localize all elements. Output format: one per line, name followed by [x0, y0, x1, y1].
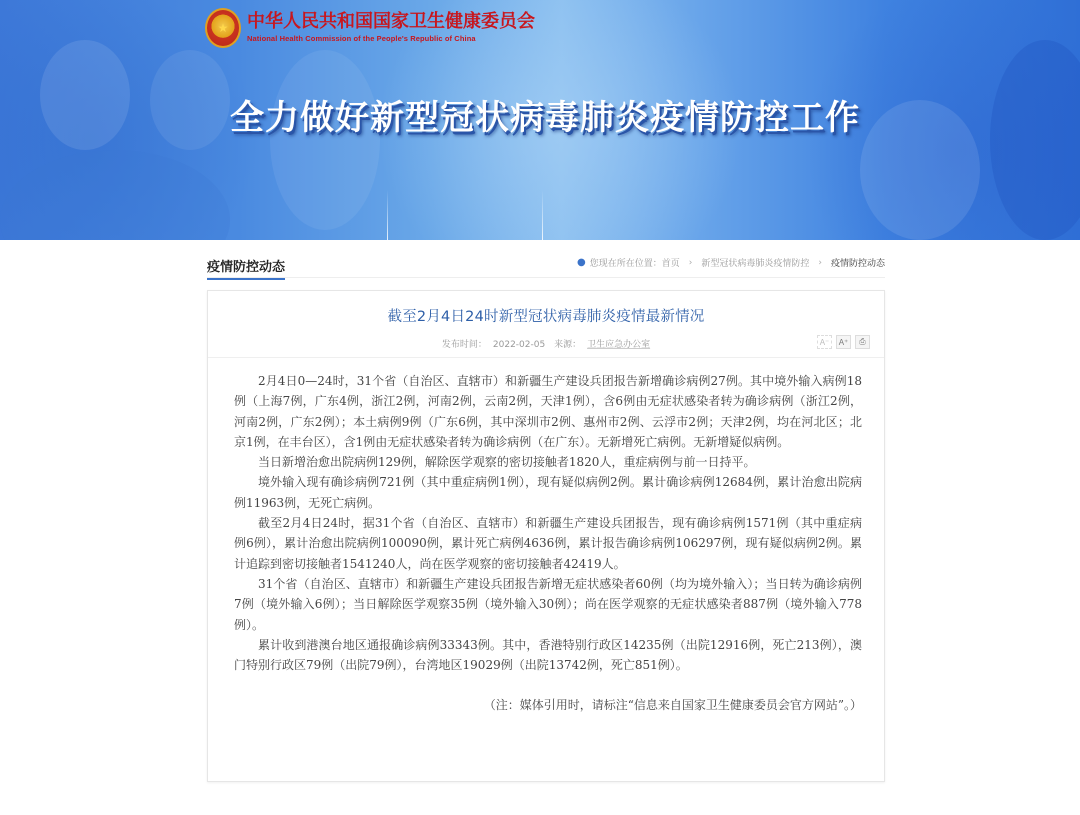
source-label: 来源： — [554, 340, 582, 350]
location-pin-icon: ● — [576, 257, 586, 268]
org-name-cn: 中华人民共和国国家卫生健康委员会 — [247, 11, 535, 32]
font-increase-button[interactable]: A⁺ — [836, 335, 851, 349]
banner-slogan: 全力做好新型冠状病毒肺炎疫情防控工作 — [230, 98, 860, 138]
breadcrumb — [577, 256, 885, 269]
light-beam-decoration — [542, 190, 543, 240]
breadcrumb-home-link[interactable]: 首页 — [661, 259, 680, 269]
breadcrumb-separator-icon: › — [688, 257, 693, 268]
national-emblem-icon: ★ — [205, 8, 241, 48]
banner-figure-decoration — [270, 50, 380, 230]
paragraph: 截至2月4日24时，据31个省（自治区、直辖市）和新疆生产建设兵团报告，现有确诊病例1571例（其中重症病例6例），累计治愈出院病例100090例，累计死亡病例4636例，累计报告确诊病例106297例，现有疑似病例2例。累计追踪到密切接触者1541240人，尚在医学观察的密切接触者42419人。 — [234, 516, 862, 571]
breadcrumb-separator-icon: › — [818, 257, 822, 268]
font-decrease-button[interactable]: A⁻ — [817, 335, 832, 349]
breadcrumb-current[interactable]: 疫情防控动态 — [830, 259, 885, 269]
paragraph: 2月4日0—24时，31个省（自治区、直辖市）和新疆生产建设兵团报告新增确诊病例27例。其中境外输入病例18例（上海7例，广东4例，浙江2例，河南2例，云南2例，天津1例），含6例由无症状感染者转为确诊病例（浙江2例，河南2例，广东2例）；本土病例9例（广东6例，其中深圳市2例、惠州市2例、云浮市2例；天津2例，均在河北区；北京1例，在丰台区），含1例由无症状感染者转为确诊病例（在广东）。无新增死亡病例。无新增疑似病例。 — [234, 374, 862, 449]
header-banner — [0, 0, 1080, 240]
section-title: 疫情防控动态 — [207, 256, 285, 280]
breadcrumb-label: 您现在所在位置： — [589, 259, 662, 269]
article-title: 截至2月4日24时新型冠状病毒肺炎疫情最新情况 — [387, 309, 705, 325]
section-header — [207, 250, 885, 278]
paragraph: 境外输入现有确诊病例721例（其中重症病例1例），现有疑似病例2例。累计确诊病例12684例，累计治愈出院病例11963例，无死亡病例。 — [234, 475, 862, 510]
article-body — [234, 371, 862, 716]
paragraph: 当日新增治愈出院病例129例，解除医学观察的密切接触者1820人，重症病例与前一日持平。 — [258, 455, 756, 470]
source-value: 卫生应急办公室 — [587, 340, 651, 350]
paragraph: 累计收到港澳台地区通报确诊病例33343例。其中，香港特别行政区14235例（出院12916例，死亡213例），澳门特别行政区79例（出院79例），台湾地区19029例（出院13742例，死亡851例）。 — [234, 637, 862, 673]
meta-divider — [208, 357, 884, 358]
org-name-en: National Health Commission of the People's Republic of China — [247, 34, 476, 43]
banner-figure-decoration — [0, 150, 230, 240]
breadcrumb-covid-link[interactable]: 新型冠状病毒肺炎疫情防控 — [701, 259, 810, 269]
print-icon[interactable]: ⎙ — [855, 335, 870, 349]
article-meta — [208, 337, 884, 350]
light-beam-decoration — [387, 190, 388, 240]
publish-date: 2022-02-05 — [492, 340, 546, 350]
article-card — [207, 290, 885, 782]
citation-note: （注：媒体引用时，请标注“信息来自国家卫生健康委员会官方网站”。） — [483, 698, 862, 713]
article-tools — [817, 335, 870, 349]
site-logo[interactable] — [205, 8, 535, 48]
publish-label: 发布时间： — [441, 340, 487, 350]
paragraph: 31个省（自治区、直辖市）和新疆生产建设兵团报告新增无症状感染者60例（均为境外输入）；当日转为确诊病例7例（境外输入6例）；当日解除医学观察35例（境外输入30例）；尚在医学观察的无症状感染者887例（境外输入778例）。 — [234, 576, 862, 632]
banner-figure-decoration — [990, 40, 1080, 240]
